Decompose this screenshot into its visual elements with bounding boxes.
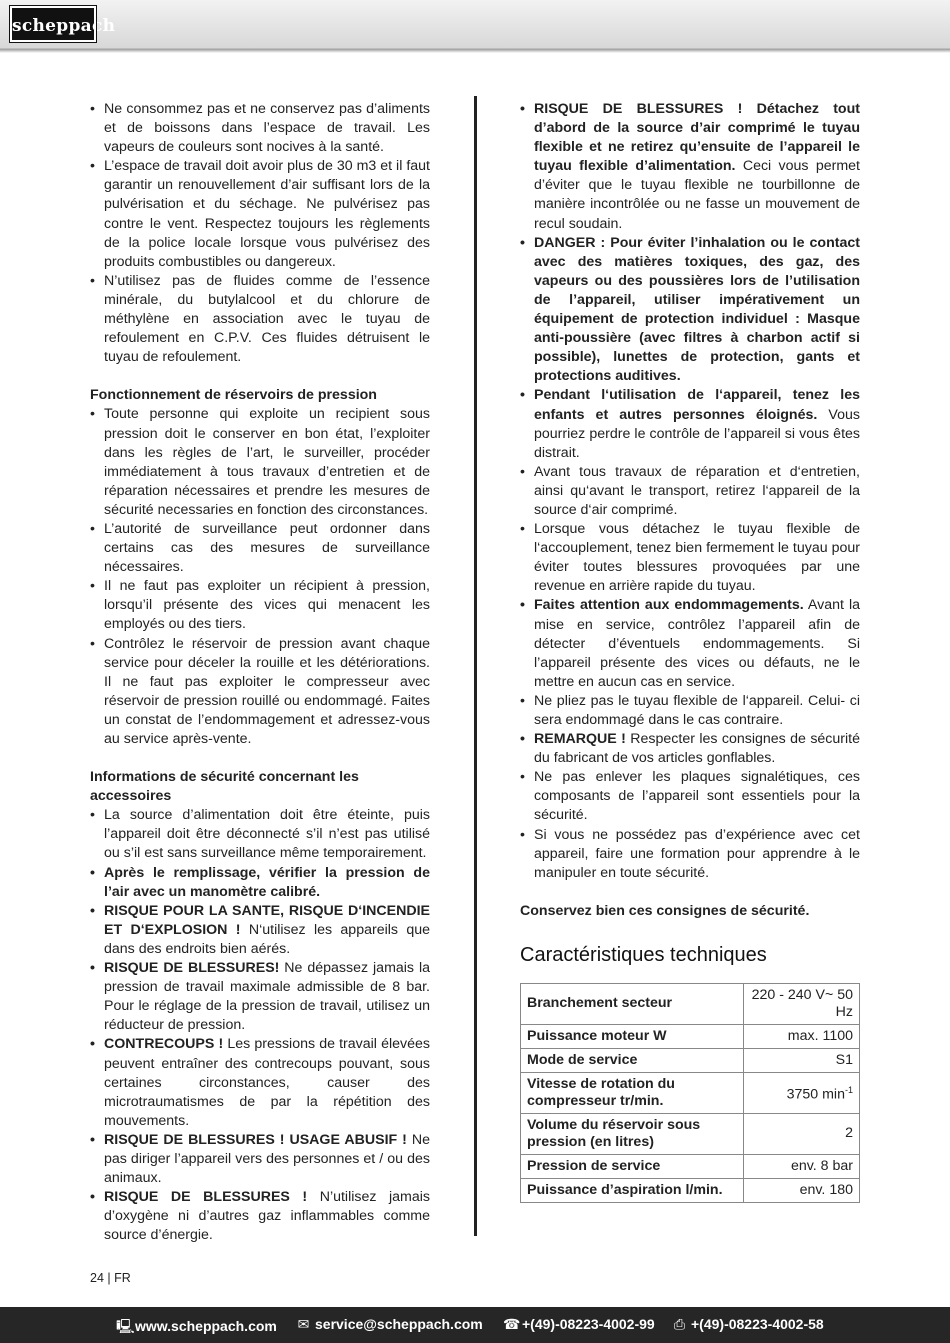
spec-value: env. 8 bar [744,1154,860,1178]
list-item: • RISQUE DE BLESSURES ! N’utilisez jamais d’oxygène ni d’autres gaz inflammables comme source d’énergie. [90,1188,430,1245]
spec-value: 2 [744,1113,860,1154]
section-heading-accessories: Informations de sécurité concernant les accessoires [90,769,359,805]
phone-icon: ☎︎ [503,1316,521,1332]
list-item: • Avant tous travaux de réparation et d‘entretien, ainsi qu‘avant le transport, retirez l‘appareil de la source d‘air comprimé. [520,463,860,520]
right-column [520,100,860,1203]
spec-value: S1 [744,1048,860,1072]
list-item: • Lorsque vous détachez le tuyau flexible de l‘accouplement, tenez bien fermement le tuyau pour éviter toutes blessures provoquées par une revenue en arrière rapide du tuyau. [520,520,860,596]
fax-icon: ⎙ [673,1316,686,1332]
general-safety-list [520,100,860,883]
spec-value: env. 180 [744,1178,860,1202]
list-item: • Si vous ne possédez pas d’expérience avec cet appareil, faire une formation pour apprendre à le manipuler en toute sécurité. [520,826,860,883]
spec-label: Pression de service [521,1154,744,1178]
list-item: • L’autorité de surveillance peut ordonner dans certains cas des mesures de surveillance nécessaires. [90,520,430,577]
list-item: • CONTRECOUPS ! Les pressions de travail élevées peuvent entraîner des contrecoups pouvant, sous certaines circonstances, causer des microtraumatismes de par la répétition des mouvements. [90,1035,430,1130]
spec-title: Caractéristiques techniques [520,943,767,966]
table-row [521,1024,860,1048]
keep-instructions-note: Conservez bien ces consignes de sécurité. [520,902,810,919]
list-item: • Ne pas enlever les plaques signalétiques, ces composants de l’appareil sont essentiels pour la sécurité. [520,768,860,825]
table-row [521,1072,860,1113]
unit-exponent: -1 [844,1085,853,1096]
list-item: • Pendant l‘utilisation de l‘appareil, tenez les enfants et autres personnes éloignés. Vous pourriez perdre le contrôle de l’appareil si vous êtes distrait. [520,386,860,462]
spec-label: Branchement secteur [521,983,744,1024]
list-item: • DANGER : Pour éviter l’inhalation ou le contact avec des matières toxiques, des gaz, des vapeurs ou des poussières lors de l’utilisation de l’appareil, utiliser impérativement un équipement de protection individuel : Masque anti-poussière (avec filtres à charbon actif si possible), lunettes de protection, gants et protections auditives. [520,234,860,387]
list-item: • Faites attention aux endommagements. Avant la mise en service, contrôlez l’appareil afin de détecter d’éventuels endommagements. Si l’appareil présente des vices ou défauts, ne le mettre en aucun cas en service. [520,596,860,691]
page-number: 24 | FR [90,1271,131,1285]
pressure-tank-list [90,405,430,749]
spec-value: 220 - 240 V~ 50 Hz [744,983,860,1024]
table-row [521,1113,860,1154]
spec-table [520,983,860,1203]
table-row [521,1154,860,1178]
page-header [0,0,950,49]
table-row [521,1178,860,1202]
spec-value: 3750 $\min^{-1}$ [744,1072,860,1113]
list-item: • RISQUE DE BLESSURES ! Détachez tout d’abord de la source d’air comprimé le tuyau flexible et ne retirez qu’ensuite de l’appareil le tuyau flexible d’alimentation. Ceci vous permet d’éviter que le tuyau flexible ne tourbillonne de manière incontrôlée ou ne fasse un mouvement de recul soudain. [520,100,860,234]
spec-label: Puissance moteur W [521,1024,744,1048]
list-item: • Contrôlez le réservoir de pression avant chaque service pour déceler la rouille et les détériorations. Il ne faut pas exploiter le compresseur avec réservoir de pression rouillé ou endommagé. Faites un constat de l’endommagement et adressez-vous au service après-vente. [90,635,430,750]
footer-fax: ⎙ +(49)-08223-4002-58 [673,1316,824,1332]
footer-phone: ☎︎ +(49)-08223-4002-99 [503,1316,655,1332]
brand-logo: scheppach [10,6,96,42]
envelope-icon: ✉︎ [297,1316,310,1332]
table-row [521,983,860,1024]
section-heading-pressure-tanks: Fonctionnement de réservoirs de pression [90,387,377,404]
spec-label: Vitesse de rotation du compresseur tr/min. [521,1072,744,1113]
left-column [90,100,430,1245]
list-item: • L’espace de travail doit avoir plus de 30 m3 et il faut garantir un renouvellement d’air suffisant lors de la pulvérisation et du séchage. Ne pulvérisez pas contre le vent. Respectez toujours les règlements de la police locale lorsque vous pulvérisez des produits combustibles ou dangereux. [90,157,430,272]
intro-list [90,100,430,367]
list-item: • Ne pliez pas le tuyau flexible de l‘appareil. Celui- ci sera endommagé dans le cas contraire. [520,692,860,730]
computer-icon: 🖳︎ [116,1318,135,1334]
list-item: • RISQUE DE BLESSURES! Ne dépassez jamais la pression de travail maximale admissible de 8 bar. Pour le réglage de la pression de travail, utilisez un réducteur de pression. [90,959,430,1035]
accessories-safety-list [90,806,430,1245]
list-item: • RISQUE POUR LA SANTE, RISQUE D‘INCENDIE ET D‘EXPLOSION ! N‘utilisez les appareils que dans des endroits bien aérés. [90,902,430,959]
table-row [521,1048,860,1072]
header-shadow [0,49,950,53]
page-footer [0,1307,950,1343]
spec-label: Mode de service [521,1048,744,1072]
spec-label: Puissance d’aspiration l/min. [521,1178,744,1202]
list-item: • Il ne faut pas exploiter un récipient à pression, lorsqu’il présente des vices qui menacent les employés ou des tiers. [90,577,430,634]
list-item: • RISQUE DE BLESSURES ! USAGE ABUSIF ! Ne pas diriger l’appareil vers des personnes et / ou des animaux. [90,1131,430,1188]
list-item: • La source d’alimentation doit être éteinte, puis l’appareil doit être déconnecté s’il n’est pas utilisé ou s’il est sans surveillance même temporairement. [90,806,430,863]
spec-value: max. 1100 [744,1024,860,1048]
column-divider [474,96,477,1236]
list-item: • Après le remplissage, vérifier la pression de l’air avec un manomètre calibré. [90,864,430,902]
list-item: • N’utilisez pas de fluides comme de l’essence minérale, du butylalcool et du chlorure de méthylène en association avec le tuyau de refoulement en C.P.V. Ces fluides détruisent le tuyau de refoulement. [90,272,430,367]
footer-website[interactable]: 🖳︎www.scheppach.com [116,1316,277,1340]
list-item: • REMARQUE ! Respecter les consignes de sécurité du fabricant de vos articles gonflables. [520,730,860,768]
list-item: • Ne consommez pas et ne conservez pas d’aliments et de boissons dans l’espace de travail. Les vapeurs de couleurs sont nocives à la santé. [90,100,430,157]
footer-email[interactable]: ✉︎ service@scheppach.com [297,1316,483,1332]
spec-label: Volume du réservoir sous pression (en litres) [521,1113,744,1154]
list-item: • Toute personne qui exploite un recipient sous pression doit le conserver en bon état, l’exploiter dans les règles de l’art, le surveiller, procéder immédiatement à tous travaux d’entretien et de réparation nécessaires et prendre les mesures de sécurité necessaries en fonction des circonstances. [90,405,430,520]
